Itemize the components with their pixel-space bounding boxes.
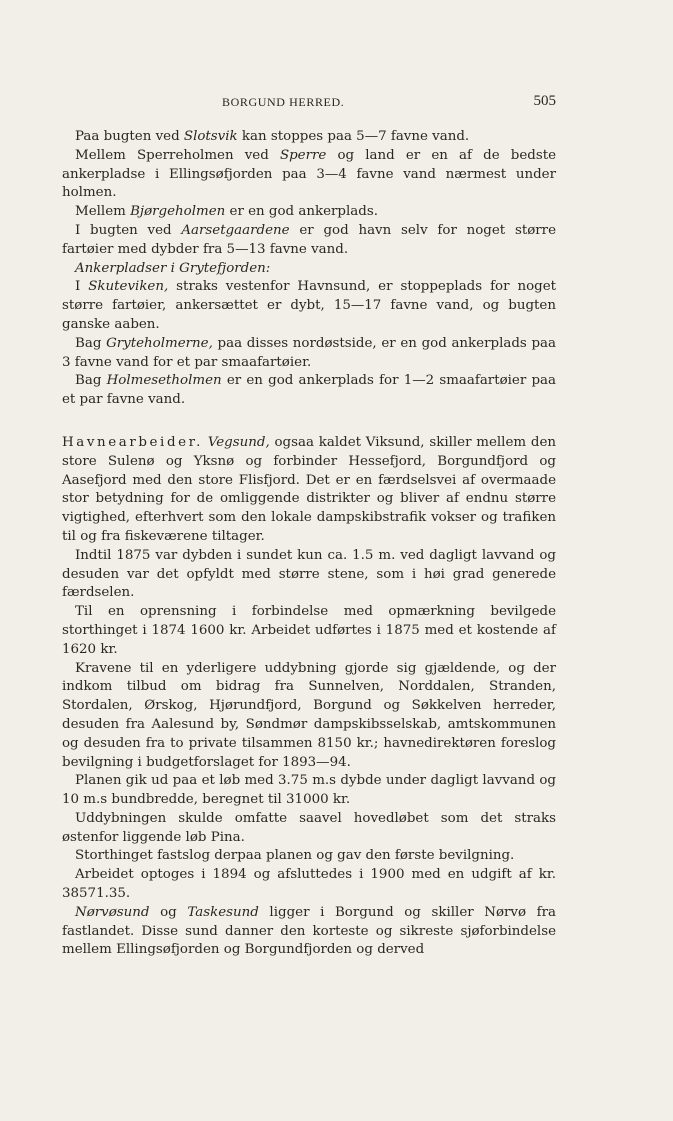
body-text: [62, 128, 556, 960]
text-run: og land er en af de bedste ankerpladse i Ellingsøfjorden paa 3—4 favne vand nærmest under holmen.: [62, 147, 557, 201]
text-run: Bag: [75, 373, 107, 389]
text-run: ligger i Borgund og skiller Nørvø fra fastlandet. Disse sund danner den korteste og sikreste sjøforbindelse mellem Ellingsøfjorden og Borgundfjorden og derved: [62, 904, 556, 958]
text-run: Til en oprensning i forbindelse med opmærkning bevilgede storthinget i 1874 1600 kr. Arbeidet udførtes i 1875 med et kostende af 1620 kr.: [62, 604, 556, 657]
paragraph: [62, 904, 556, 960]
italic-term: Taskesund: [187, 904, 259, 920]
text-run: Bag: [75, 335, 107, 351]
text-run: Storthinget fastslog derpaa planen og gav den første bevilgning.: [75, 848, 515, 864]
paragraph: [62, 547, 556, 603]
text-run: og: [149, 904, 188, 920]
italic-term: Gryteholmerne,: [106, 335, 213, 351]
paragraph: [62, 772, 556, 810]
text-run: Planen gik ud paa et løb med 3.75 m.s dybde under dagligt lavvand og 10 m.s bundbredde, beregnet til 31000 kr.: [62, 773, 556, 808]
text-run: Mellem Sperreholmen ved: [75, 147, 280, 163]
paragraph: [62, 260, 556, 279]
italic-term: Holmesetholmen: [106, 373, 222, 389]
text-run: I: [75, 279, 89, 295]
section-heading: Havnearbeider.: [62, 434, 204, 450]
italic-term: Vegsund,: [207, 434, 270, 450]
paragraph: [62, 203, 556, 222]
paragraph: [62, 847, 556, 866]
italic-term: Skuteviken,: [88, 279, 169, 295]
italic-term: Aarsetgaardene: [181, 222, 290, 238]
paragraph: [62, 278, 556, 334]
text-run: Paa bugten ved: [75, 129, 184, 144]
running-head-title: BORGUND HERRED.: [222, 95, 345, 109]
text-run: Arbeidet optoges i 1894 og afsluttedes i 1900 med en udgift af kr. 38571.35.: [62, 867, 556, 902]
text-run: ogsaa kaldet Viksund, skiller mellem den store Sulenø og Yksnø og forbinder Hessefjord, Borgundfjord og Aasefjord med den store Flisfjord. Det er en færdselsvei af overmaade stor betydning for de omliggende distrikter og bliver af endnu større vigtighed, efterhvert som den lokale dampskibstrafik vokser og trafiken til og fra fiskeværene tiltager.: [62, 434, 556, 544]
paragraph: [62, 335, 556, 373]
page-number: 505: [533, 93, 556, 109]
text-run: er en god ankerplads for 1—2 smaafartøier paa et par favne vand.: [62, 373, 557, 408]
italic-term: Ankerpladser i Grytefjorden:: [75, 260, 271, 276]
text-run: straks vestenfor Havnsund, er stoppeplads for noget større fartøier, ankersættet er dybt, 15—17 favne vand, og bugten ganske aaben.: [62, 279, 557, 332]
text-run: Mellem: [75, 204, 131, 220]
paragraph: [62, 603, 556, 659]
paragraph: [62, 810, 556, 848]
paragraph: [62, 128, 556, 147]
italic-term: Sperre: [279, 147, 327, 163]
text-run: kan stoppes paa 5—7 favne vand.: [237, 129, 470, 144]
text-run: er god havn selv for noget større fartøier med dybder fra 5—13 favne vand.: [62, 222, 556, 257]
italic-term: Bjørgeholmen: [130, 204, 226, 220]
paragraph: [62, 660, 556, 773]
paragraph: [62, 372, 556, 410]
text-run: er en god ankerplads.: [225, 204, 378, 220]
text-run: Indtil 1875 var dybden i sundet kun ca. 1.5 m. ved dagligt lavvand og desuden var det opfyldt med større stene, som i høi grad generede færdselen.: [62, 547, 556, 601]
paragraph: [62, 434, 556, 547]
running-head: [222, 95, 556, 113]
paragraph: [62, 147, 556, 203]
text-run: I bugten ved: [75, 222, 182, 238]
text-run: paa disses nordøstside, er en god ankerplads paa 3 favne vand for et par smaafartøier.: [62, 335, 556, 370]
text-run: Uddybningen skulde omfatte saavel hovedløbet som det straks østenfor liggende løb Pina.: [62, 810, 556, 845]
text-run: Kravene til en yderligere uddybning gjorde sig gjældende, og der indkom tilbud om bidrag fra Sunnelven, Norddalen, Stranden, Stordalen, Ørskog, Hjørundfjord, Borgund og Søkkelven herreder, desuden fra Aalesund by, Søndmør dampskibsselskab, amtskommunen og desuden fra to private tilsammen 8150 kr.; havnedirektøren foreslog bevilgning i budgetforslaget for 1893—94.: [62, 660, 556, 770]
paragraph: [62, 866, 556, 904]
italic-term: Nørvøsund: [75, 904, 150, 920]
italic-term: Slotsvik: [183, 129, 238, 144]
paragraph: [62, 222, 556, 260]
